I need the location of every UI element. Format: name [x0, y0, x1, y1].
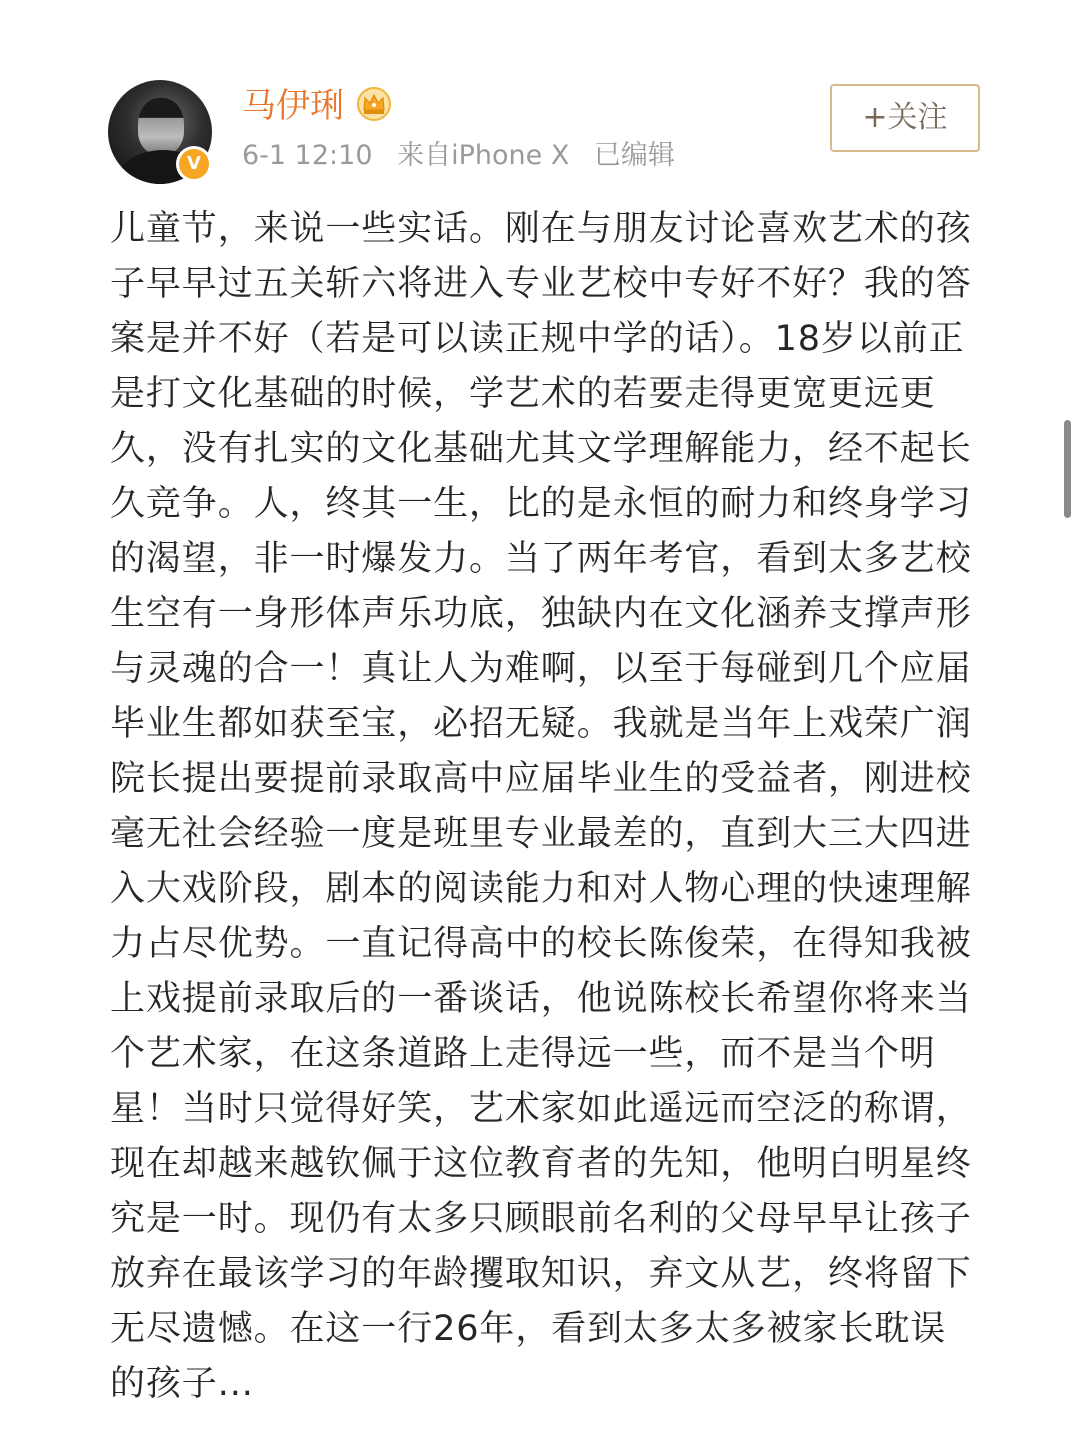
post-source[interactable]: 来自iPhone X: [397, 140, 570, 171]
scrollbar[interactable]: [1064, 420, 1071, 518]
post-meta: [242, 138, 675, 174]
verified-v-icon: V: [176, 146, 212, 182]
crown-icon: [356, 86, 392, 122]
post-time: 6-1 12:10: [242, 140, 373, 171]
follow-button[interactable]: +关注: [830, 84, 980, 152]
edited-label[interactable]: 已编辑: [593, 140, 675, 171]
username[interactable]: 马伊琍: [242, 86, 344, 126]
post-body: 儿童节，来说一些实话。刚在与朋友讨论喜欢艺术的孩子早早过五关斩六将进入专业艺校中专好不好？我的答案是并不好（若是可以读正规中学的话）。18岁以前正是打文化基础的时候，学艺术的若要走得更宽更远更久，没有扎实的文化基础尤其文学理解能力，经不起长久竞争。人，终其一生，比的是永恒的耐力和终身学习的渴望，非一时爆发力。当了两年考官，看到太多艺校生空有一身形体声乐功底，独缺内在文化涵养支撑声形与灵魂的合一！真让人为难啊，以至于每碰到几个应届毕业生都如获至宝，必招无疑。我就是当年上戏荣广润院长提出要提前录取高中应届毕业生的受益者，刚进校毫无社会经验一度是班里专业最差的，直到大三大四进入大戏阶段，剧本的阅读能力和对人物心理的快速理解力占尽优势。一直记得高中的校长陈俊荣，在得知我被上戏提前录取后的一番谈话，他说陈校长希望你将来当个艺术家，在这条道路上走得远一些，而不是当个明星！当时只觉得好笑，艺术家如此遥远而空泛的称谓，现在却越来越钦佩于这位教育者的先知，他明白明星终究是一时。现仍有太多只顾眼前名利的父母早早让孩子放弃在最该学习的年龄攫取知识，弃文从艺，终将留下无尽遗憾。在这一行26年，看到太多太多被家长耽误的孩子...: [110, 209, 972, 1404]
avatar-face: [138, 98, 184, 154]
